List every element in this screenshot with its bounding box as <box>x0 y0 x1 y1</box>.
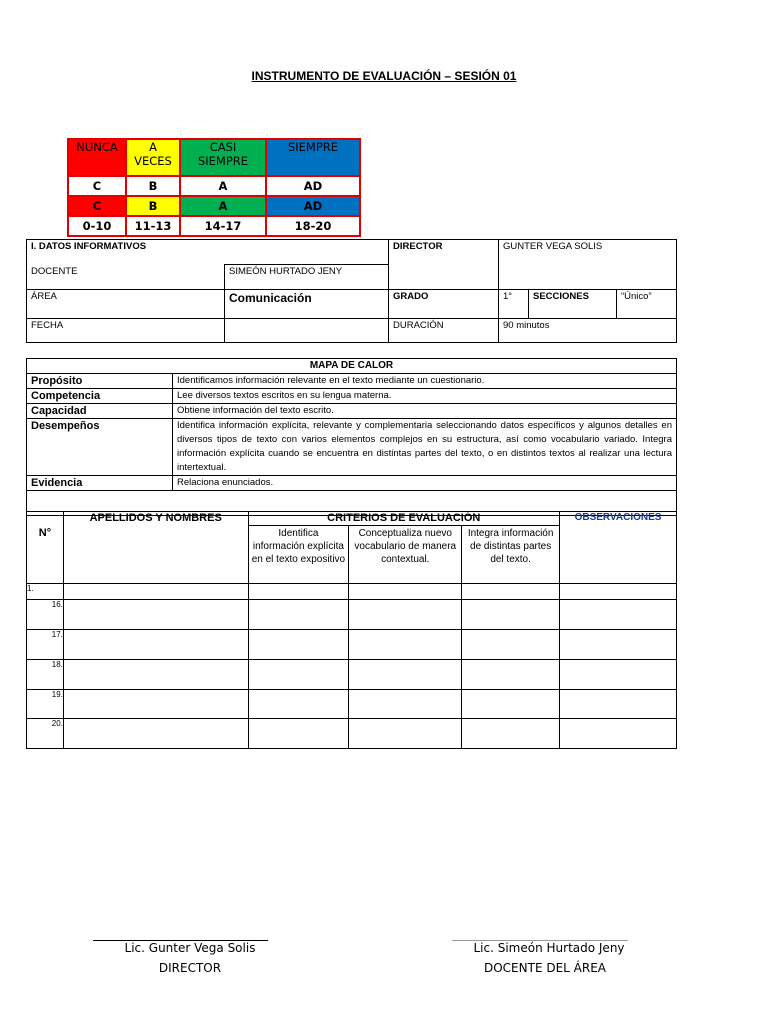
director-value: GUNTER VEGA SOLIS <box>499 240 677 290</box>
criterion-cell <box>462 690 560 719</box>
row-number: 17. <box>27 630 64 660</box>
criterion-cell <box>248 690 349 719</box>
criterion-cell <box>248 719 349 749</box>
scale-letter: B <box>126 176 180 196</box>
scale-letter: C <box>68 176 126 196</box>
desempenos-label: Desempeños <box>27 419 173 476</box>
evidencia-value: Relaciona enunciados. <box>173 476 677 491</box>
scale-range: 18-20 <box>266 216 360 236</box>
area-label: ÁREA <box>27 290 225 319</box>
criterion-3: Integra información de distintas partes del texto. <box>462 526 560 584</box>
criterion-2: Conceptualiza nuevo vocabulario de manera contextual. <box>349 526 462 584</box>
criterion-cell <box>349 630 462 660</box>
num-header: N° <box>27 512 64 584</box>
observation-cell <box>560 690 677 719</box>
evaluation-table <box>26 511 677 749</box>
scale-header-nunca: NUNCA <box>68 139 126 176</box>
criterion-cell <box>462 719 560 749</box>
observation-cell <box>560 719 677 749</box>
grading-scale-table <box>67 138 361 237</box>
grado-label: GRADO <box>389 290 499 319</box>
criterion-cell <box>349 660 462 690</box>
student-name-cell <box>63 630 248 660</box>
row-number: 1. <box>27 584 64 600</box>
criteria-header: CRITERIOS DE EVALUACIÓN <box>248 512 560 526</box>
duracion-label: DURACIÓN <box>389 319 499 343</box>
criterion-cell <box>462 584 560 600</box>
director-label: DIRECTOR <box>389 240 499 290</box>
observation-cell <box>560 660 677 690</box>
signature-name-left: Lic. Gunter Vega Solis <box>124 941 256 955</box>
fecha-label: FECHA <box>27 319 225 343</box>
row-number: 20. <box>27 719 64 749</box>
scale-letter-colored: C <box>68 196 126 216</box>
scale-header-casi-siempre: CASI SIEMPRE <box>180 139 266 176</box>
grado-value: 1° <box>499 290 529 319</box>
desempenos-value: Identifica información explícita, relevante y complementaria seleccionando datos específicos y algunos detalles en diversos tipos de texto con varios elementos complejos en su estructura, así como vocabulario variado. Integra información explícita cuando se encuentra en distintas partes del texto, o en distintos textos al realizar una lectura intertextual. <box>173 419 677 476</box>
row-number: 18. <box>27 660 64 690</box>
criterion-cell <box>349 600 462 630</box>
scale-range: 0-10 <box>68 216 126 236</box>
scale-range: 14-17 <box>180 216 266 236</box>
scale-letter-colored: AD <box>266 196 360 216</box>
criterion-cell <box>349 719 462 749</box>
criterion-cell <box>248 660 349 690</box>
competencia-value: Lee diversos textos escritos en su lengua materna. <box>173 389 677 404</box>
secciones-label: SECCIONES <box>529 290 617 319</box>
criterion-cell <box>349 690 462 719</box>
criterion-cell <box>462 630 560 660</box>
signature-name-right: Lic. Simeón Hurtado Jeny <box>473 941 625 955</box>
mapa-title: MAPA DE CALOR <box>27 359 677 374</box>
evidencia-label: Evidencia <box>27 476 173 491</box>
scale-header-siempre: SIEMPRE <box>266 139 360 176</box>
duracion-value: 90 minutos <box>499 319 677 343</box>
secciones-value: “Único” <box>617 290 677 319</box>
criterion-cell <box>349 584 462 600</box>
student-name-cell <box>63 600 248 630</box>
criterion-cell <box>462 660 560 690</box>
area-value: Comunicación <box>225 290 389 319</box>
capacidad-value: Obtiene información del texto escrito. <box>173 404 677 419</box>
proposito-label: Propósito <box>27 374 173 389</box>
scale-letter: AD <box>266 176 360 196</box>
row-number: 19. <box>27 690 64 719</box>
student-name-cell <box>63 584 248 600</box>
criterion-cell <box>248 600 349 630</box>
criterion-cell <box>248 584 349 600</box>
criterion-cell <box>462 600 560 630</box>
scale-letter-colored: B <box>126 196 180 216</box>
fecha-value <box>225 319 389 343</box>
docente-value: SIMEÓN HURTADO JENY <box>225 265 389 290</box>
observation-cell <box>560 600 677 630</box>
observation-cell <box>560 630 677 660</box>
criterion-cell <box>248 630 349 660</box>
capacidad-label: Capacidad <box>27 404 173 419</box>
student-name-cell <box>63 660 248 690</box>
observaciones-header: OBSERVACIONES <box>560 512 677 584</box>
page-title: INSTRUMENTO DE EVALUACIÓN – SESIÓN 01 <box>251 69 517 83</box>
signature-role-left: DIRECTOR <box>158 961 222 975</box>
row-number: 16. <box>27 600 64 630</box>
scale-letter-colored: A <box>180 196 266 216</box>
student-name-cell <box>63 690 248 719</box>
observation-cell <box>560 584 677 600</box>
names-header: APELLIDOS Y NOMBRES <box>63 512 248 584</box>
proposito-value: Identificamos información relevante en el texto mediante un cuestionario. <box>173 374 677 389</box>
docente-label: DOCENTE <box>27 265 225 290</box>
scale-range: 11-13 <box>126 216 180 236</box>
signature-role-right: DOCENTE DEL ÁREA <box>483 961 606 975</box>
scale-letter: A <box>180 176 266 196</box>
mapa-de-calor-table <box>26 358 677 516</box>
datos-section-title: I. DATOS INFORMATIVOS <box>27 240 389 265</box>
datos-informativos-table <box>26 239 677 343</box>
competencia-label: Competencia <box>27 389 173 404</box>
student-name-cell <box>63 719 248 749</box>
scale-header-a-veces: A VECES <box>126 139 180 176</box>
criterion-1: Identifica información explícita en el texto expositivo <box>248 526 349 584</box>
